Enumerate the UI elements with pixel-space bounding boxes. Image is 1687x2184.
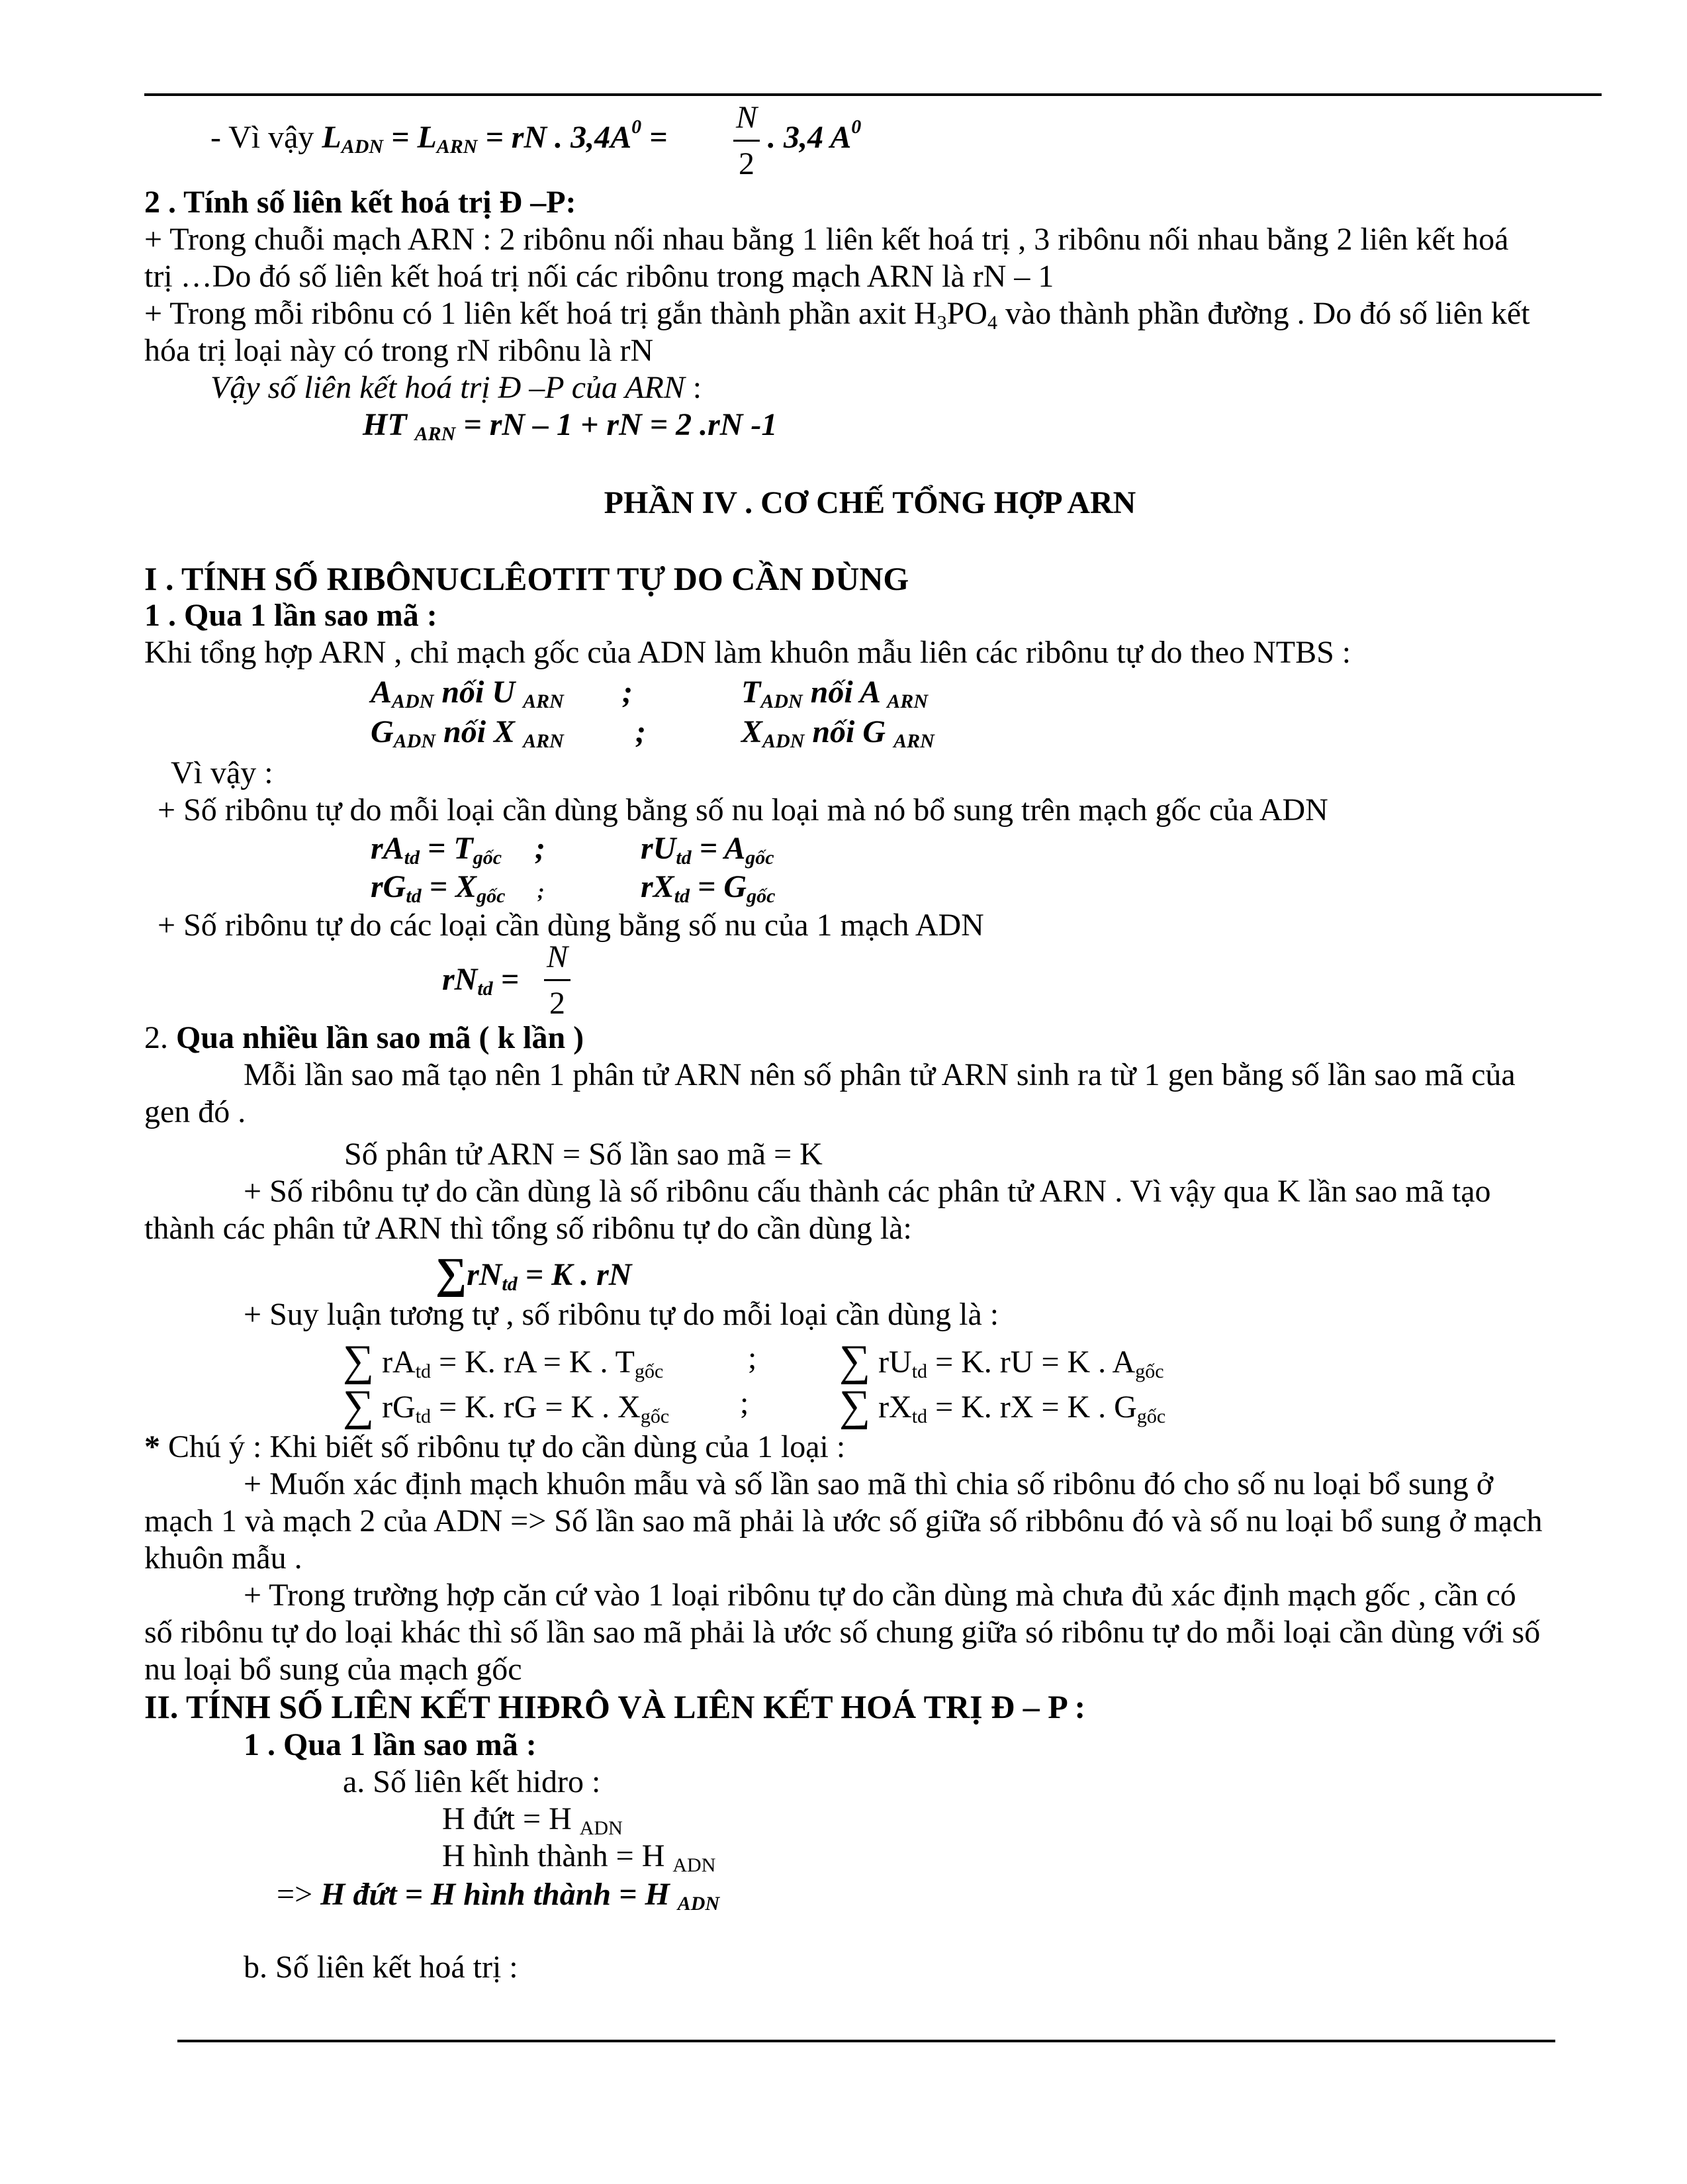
sigma-symbol: ∑ <box>343 1382 375 1430</box>
h-formula-3 <box>277 1876 719 1913</box>
paragraph: Vì vậy : <box>171 755 273 790</box>
text-run: Chú ý : Khi biết số ribônu tự do cần dùng của 1 loại : <box>160 1429 846 1464</box>
subsection-title: 1 . Qua 1 lần sao mã : <box>144 598 437 633</box>
pairing-rule-2b <box>741 714 935 751</box>
fraction-denominator: 2 <box>549 986 565 1021</box>
header-rule <box>144 93 1602 96</box>
fraction-numerator: N <box>735 100 757 135</box>
section-2-title: 2 . Tính số liên kết hoá trị Đ –P: <box>144 185 576 220</box>
formula-sub: td <box>502 1273 518 1295</box>
paragraph: thành các phân tử ARN thì tổng số ribônu tự do cần dùng là: <box>144 1211 912 1246</box>
formula-text: = <box>641 120 668 155</box>
paragraph: nu loại bổ sung của mạch gốc <box>144 1652 522 1687</box>
formula-text: = K. rX = K . G <box>927 1390 1137 1425</box>
formula-text: G <box>371 714 394 749</box>
bold-text: Qua nhiều lần sao mã ( k lần ) <box>176 1020 584 1055</box>
sigma-symbol: ∑ <box>343 1337 375 1385</box>
formula-text: = A <box>691 831 746 866</box>
ht-formula <box>363 406 777 444</box>
formula-text: rX <box>641 869 674 904</box>
formula-sub: td <box>477 978 493 1000</box>
formula-text: H đứt = H hình thành = H <box>320 1877 678 1912</box>
separator: ; <box>635 714 646 749</box>
formula-sup: 0 <box>851 116 862 138</box>
total-rn-formula <box>435 1249 632 1298</box>
formula-text: = K. rG = K . X <box>431 1390 641 1425</box>
formula-text: . 3,4 A <box>768 120 852 155</box>
formula-sub: td <box>911 1405 928 1427</box>
formula-text: T <box>741 675 761 710</box>
paragraph: + Số ribônu tự do mỗi loại cần dùng bằng số nu loại mà nó bổ sung trên mạch gốc của ADN <box>158 792 1328 828</box>
formula-sub: ARN <box>436 136 478 158</box>
formula-sub: ADN <box>672 1854 716 1876</box>
text-run: => <box>277 1877 321 1912</box>
formula-sup: 0 <box>631 116 642 138</box>
formula-sub: gốc <box>477 885 506 907</box>
paragraph: gen đó . <box>144 1094 246 1129</box>
formula-sub: td <box>674 885 690 907</box>
paragraph: b. Số liên kết hoá trị : <box>244 1950 518 1985</box>
formula-sub: gốc <box>473 847 502 869</box>
sigma-symbol: ∑ <box>839 1382 871 1430</box>
formula-sub: ADN <box>392 690 434 712</box>
sum-eq-ra <box>343 1337 664 1385</box>
paragraph: a. Số liên kết hidro : <box>343 1764 601 1799</box>
formula-text: rU <box>641 831 676 866</box>
section-II-title: II. TÍNH SỐ LIÊN KẾT HIĐRÔ VÀ LIÊN KẾT HOÁ TRỊ Đ – P : <box>144 1688 1086 1725</box>
separator: ; <box>535 831 545 866</box>
paragraph: + Trong chuỗi mạch ARN : 2 ribônu nối nhau bằng 1 liên kết hoá trị , 3 ribônu nối nhau bằng 2 liên kết hoá <box>144 222 1509 257</box>
paragraph: + Muốn xác định mạch khuôn mẫu và số lần sao mã thì chia số ribônu đó cho số nu loại bổ sung ở <box>244 1466 1494 1501</box>
formula-l: L <box>322 120 342 155</box>
formula-text: = G <box>690 869 747 904</box>
fraction-denominator: 2 <box>739 146 754 181</box>
formula-text: = K . rN <box>517 1257 632 1292</box>
paragraph: Khi tổng hợp ARN , chỉ mạch gốc của ADN làm khuôn mẫu liên các ribônu tự do theo NTBS : <box>144 635 1351 670</box>
formula-text: rA <box>374 1345 416 1380</box>
formula-prefix: - Vì vậy <box>210 120 322 155</box>
formula-sub: ARN <box>887 690 928 712</box>
formula-text: nối X <box>435 714 524 749</box>
formula-sub: gốc <box>1136 1405 1166 1427</box>
formula-sub: gốc <box>634 1360 664 1382</box>
formula-sub: td <box>676 847 692 869</box>
section-I-title: I . TÍNH SỐ RIBÔNUCLÊOTIT TỰ DO CẦN DÙNG <box>144 560 909 597</box>
note-star: * <box>144 1429 160 1464</box>
formula-sub: ADN <box>579 1817 623 1839</box>
pairing-rule-1b <box>741 674 928 711</box>
text-run: : <box>684 370 702 405</box>
part-title: PHẦN IV . CƠ CHẾ TỔNG HỢP ARN <box>604 485 1136 520</box>
length-formula-end <box>768 116 862 156</box>
formula-text: A <box>371 675 392 710</box>
formula-sub: ARN <box>523 690 564 712</box>
formula-text: rN <box>467 1257 502 1292</box>
sigma-symbol: ∑ <box>435 1249 467 1298</box>
formula-text: = X <box>421 869 477 904</box>
paragraph: + Suy luận tương tự , số ribônu tự do mỗi loại cần dùng là : <box>244 1297 999 1332</box>
formula-text: HT <box>363 407 415 442</box>
fraction-n-over-2 <box>544 939 570 1021</box>
formula-sub: ADN <box>677 1893 720 1915</box>
formula-text: rG <box>371 869 406 904</box>
pairing-rule-2 <box>371 714 564 751</box>
paragraph: + Số ribônu tự do cần dùng là số ribônu cấu thành các phân tử ARN . Vì vậy qua K lần sao mã tạo <box>244 1174 1491 1209</box>
paragraph <box>144 295 1530 332</box>
separator: ; <box>622 675 633 710</box>
formula-sub: td <box>406 885 422 907</box>
formula-sub: ADN <box>762 730 805 752</box>
text-run: vào thành phần đường . Do đó số liên kết <box>997 296 1530 331</box>
formula-sub: ADN <box>341 136 384 158</box>
formula-text: = K. rA = K . T <box>431 1345 635 1380</box>
paragraph: hóa trị loại này có trong rN ribônu là rN <box>144 333 654 368</box>
formula-text: H đứt = H <box>442 1801 580 1836</box>
separator: ; <box>537 879 545 903</box>
footer-rule <box>177 2040 1555 2042</box>
subscript: 4 <box>987 312 997 334</box>
italic-text: Vậy số liên kết hoá trị Đ –P của ARN <box>210 370 685 405</box>
rn-td-formula <box>442 961 519 998</box>
formula-text: nối A <box>802 675 888 710</box>
free-ribonu-eq-1b <box>641 830 774 867</box>
formula-sub: gốc <box>745 847 774 869</box>
formula-sub: ADN <box>760 690 803 712</box>
subsection-title: 1 . Qua 1 lần sao mã : <box>244 1727 537 1762</box>
note-line <box>144 1429 845 1466</box>
formula-sub: ARN <box>523 730 564 752</box>
formula-text: = K. rU = K . A <box>927 1345 1136 1380</box>
separator: ; <box>748 1341 757 1376</box>
pairing-rule-1 <box>371 674 564 711</box>
length-formula <box>210 116 668 158</box>
sum-eq-rg <box>343 1382 670 1430</box>
text-run: PO <box>946 296 987 331</box>
formula-text: rU <box>870 1345 912 1380</box>
formula-sub: td <box>404 847 420 869</box>
formula-sub: gốc <box>1135 1360 1164 1382</box>
formula-text: = rN . 3,4A <box>477 120 632 155</box>
formula-sub: ARN <box>414 423 456 445</box>
paragraph: Số phân tử ARN = Số lần sao mã = K <box>344 1137 823 1172</box>
formula-sub: ADN <box>393 730 436 752</box>
paragraph: + Số ribônu tự do các loại cần dùng bằng số nu của 1 mạch ADN <box>158 908 984 943</box>
formula-sub: td <box>415 1360 432 1382</box>
formula-text: nối G <box>804 714 894 749</box>
fraction-numerator: N <box>546 939 568 974</box>
formula-text: H hình thành = H <box>442 1838 673 1874</box>
subscript: 3 <box>936 312 947 334</box>
free-ribonu-eq-1 <box>371 830 502 867</box>
formula-sub: gốc <box>640 1405 670 1427</box>
sigma-symbol: ∑ <box>839 1337 871 1385</box>
formula-text: rN <box>442 962 478 997</box>
sum-eq-ru <box>839 1337 1164 1385</box>
formula-text: = rN – 1 + rN = 2 .rN -1 <box>455 407 778 442</box>
formula-sub: td <box>911 1360 928 1382</box>
formula-text: nối U <box>433 675 524 710</box>
fraction-bar <box>733 140 760 142</box>
italic-line <box>210 369 702 406</box>
formula-text: rX <box>870 1390 912 1425</box>
paragraph: khuôn mẫu . <box>144 1541 302 1576</box>
free-ribonu-eq-2b <box>641 869 775 906</box>
paragraph: trị …Do đó số liên kết hoá trị nối các ribônu trong mạch ARN là rN – 1 <box>144 259 1054 294</box>
fraction-bar <box>544 979 570 981</box>
paragraph: mạch 1 và mạch 2 của ADN => Số lần sao mã phải là ước số giữa số ribbônu đó và số nu loại bổ sung ở mạch <box>144 1503 1543 1539</box>
paragraph: số ribônu tự do loại khác thì số lần sao mã phải là ước số chung giữa só ribônu tự do mỗi loại cần dùng với số <box>144 1615 1541 1650</box>
formula-sub: gốc <box>747 885 776 907</box>
paragraph: + Trong trường hợp căn cứ vào 1 loại ribônu tự do cần dùng mà chưa đủ xác định mạch gốc , cần có <box>244 1578 1516 1613</box>
text-run: 2. <box>144 1020 176 1055</box>
separator: ; <box>740 1386 749 1421</box>
formula-text: = T <box>420 831 473 866</box>
formula-sub: td <box>415 1405 432 1427</box>
formula-text: = <box>492 962 520 997</box>
subsection-title <box>144 1020 584 1057</box>
h-formula-1 <box>442 1801 623 1838</box>
fraction-n-over-2 <box>733 99 760 182</box>
formula-sub: ARN <box>893 730 935 752</box>
paragraph: Mỗi lần sao mã tạo nên 1 phân tử ARN nên số phân tử ARN sinh ra từ 1 gen bằng số lần sao mã của <box>244 1057 1516 1092</box>
text-run: + Trong mỗi ribônu có 1 liên kết hoá trị gắn thành phần axit H <box>144 296 937 331</box>
sum-eq-rx <box>839 1382 1166 1430</box>
formula-text: rG <box>374 1390 416 1425</box>
free-ribonu-eq-2 <box>371 869 505 906</box>
formula-text: rA <box>371 831 404 866</box>
formula-text: X <box>741 714 763 749</box>
h-formula-2 <box>442 1838 715 1875</box>
formula-text: = L <box>383 120 437 155</box>
